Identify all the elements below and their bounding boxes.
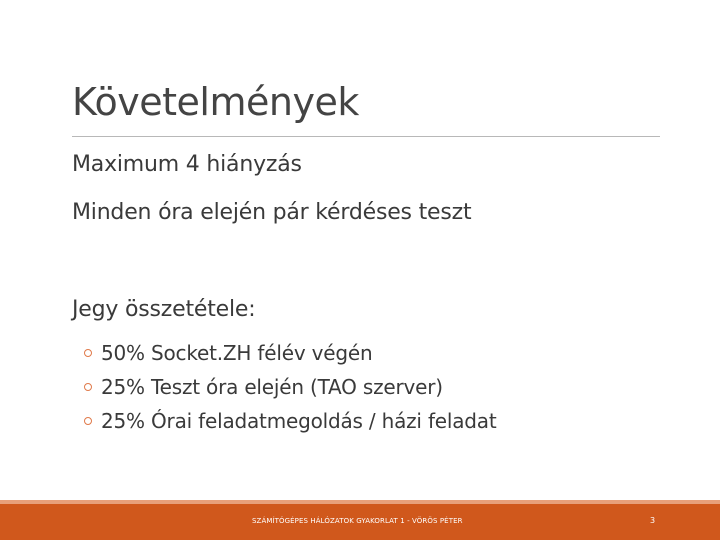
absence-limit-text: Maximum 4 hiányzás xyxy=(72,152,302,177)
circle-bullet-icon xyxy=(84,417,92,425)
list-item-text: 25% Teszt óra elején (TAO szerver) xyxy=(101,375,443,399)
quiz-info-text: Minden óra elején pár kérdéses teszt xyxy=(72,200,472,225)
slide-title: Követelmények xyxy=(72,80,359,124)
circle-bullet-icon xyxy=(84,383,92,391)
footer-bar xyxy=(0,504,720,540)
list-item-text: 25% Órai feladatmegoldás / házi feladat xyxy=(101,409,497,433)
list-item xyxy=(84,336,497,370)
circle-bullet-icon xyxy=(84,349,92,357)
list-item-text: 50% Socket.ZH félév végén xyxy=(101,341,373,365)
footer-text: SZÁMÍTÓGÉPES HÁLÓZATOK GYAKORLAT 1 - VÖRÖS PÉTER xyxy=(252,517,463,525)
page-number: 3 xyxy=(650,516,656,525)
list-item xyxy=(84,370,497,404)
grade-composition-list xyxy=(84,336,497,438)
grade-composition-heading: Jegy összetétele: xyxy=(72,297,256,322)
title-divider xyxy=(72,136,660,137)
list-item xyxy=(84,404,497,438)
